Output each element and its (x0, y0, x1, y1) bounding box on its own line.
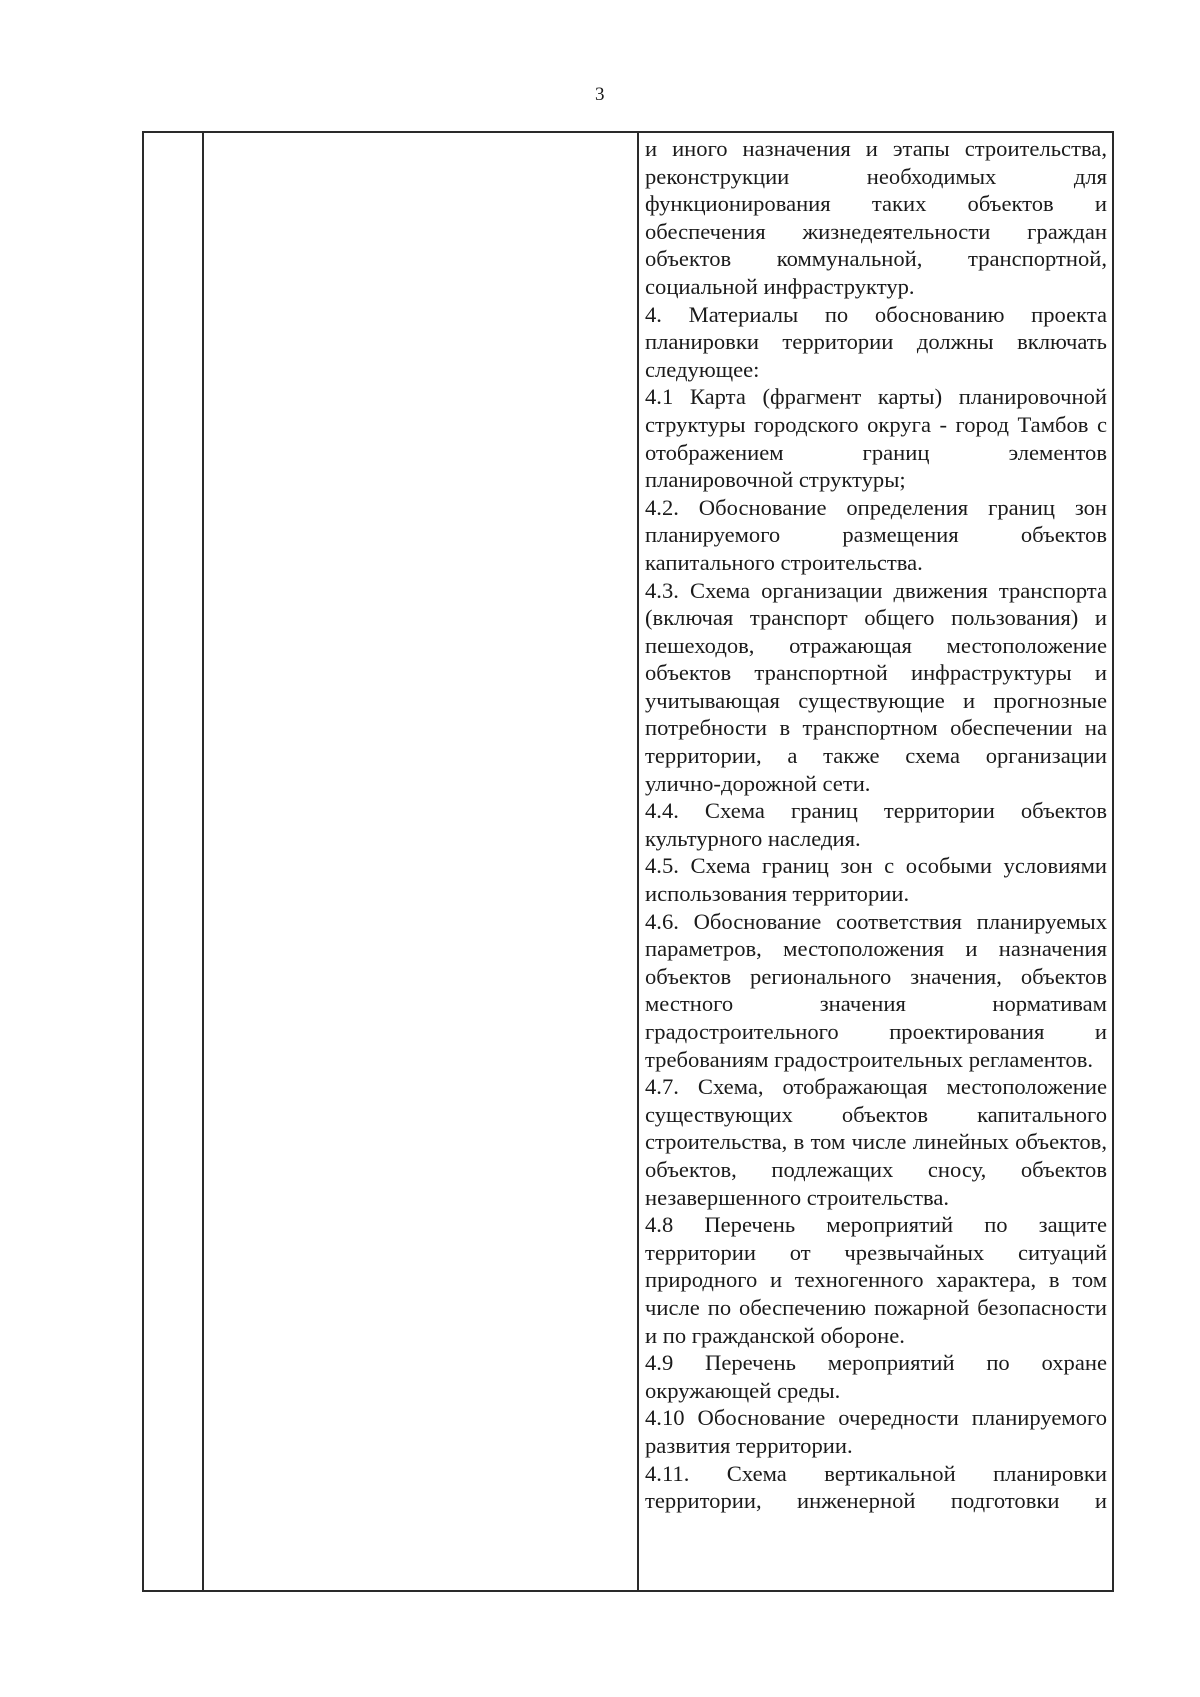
paragraph-item-4-9: 4.9 Перечень мероприятий по охране окружающей среды. (645, 1350, 1107, 1403)
paragraph-item-4-2: 4.2. Обоснование определения границ зон планируемого размещения объектов капитального строительства. (645, 494, 1107, 575)
table-column-name (204, 133, 637, 1590)
page-number: 3 (595, 84, 605, 105)
paragraph-item-4-5: 4.5. Схема границ зон с особыми условиями использования территории. (645, 853, 1107, 907)
requirements-table (142, 131, 1114, 1592)
column-divider (637, 133, 639, 1590)
paragraph-item-4: 4. Материалы по обоснованию проекта планировки территории должны включать следующее: (645, 301, 1107, 382)
paragraph-continuation: и иного назначения и этапы строительства, реконструкции необходимых для функционирования таких объектов и обеспечения жизнедеятельности граждан объектов коммунальной, транспортной, социальной инфраструктур. (645, 136, 1107, 299)
paragraph-item-4-8: 4.8 Перечень мероприятий по защите территории от чрезвычайных ситуаций природного и техногенного характера, в том числе по обеспечению пожарной безопасности и по гражданской обороне. (645, 1212, 1107, 1348)
paragraph-item-4-6: 4.6. Обоснование соответствия планируемых параметров, местоположения и назначения объектов регионального значения, объектов местного значения нормативам градостроительного проектирования и требованиям градостроительных регламентов. (645, 908, 1107, 1072)
paragraph-item-4-10: 4.10 Обоснование очередности планируемого развития территории. (645, 1405, 1107, 1458)
paragraph-item-4-3: 4.3. Схема организации движения транспорта (включая транспорт общего пользования) и пешеходов, отражающая местоположение объектов транспортной инфраструктуры и учитывающая существующие и прогнозные потребности в транспортном обеспечении на территории, а также схема организации улично-дорожной сети. (645, 577, 1107, 796)
paragraph-item-4-11: 4.11. Схема вертикальной планировки территории, инженерной подготовки и (645, 1460, 1107, 1514)
table-column-number (144, 133, 202, 1590)
table-cell-content (645, 135, 1107, 1515)
paragraph-item-4-7: 4.7. Схема, отображающая местоположение существующих объектов капитального строительства, в том числе линейных объектов, объектов, подлежащих сносу, объектов незавершенного строительства. (645, 1074, 1107, 1210)
paragraph-item-4-4: 4.4. Схема границ территории объектов культурного наследия. (645, 798, 1107, 851)
paragraph-item-4-1: 4.1 Карта (фрагмент карты) планировочной структуры городского округа - город Тамбов с отображением границ элементов планировочной структуры; (645, 384, 1107, 493)
